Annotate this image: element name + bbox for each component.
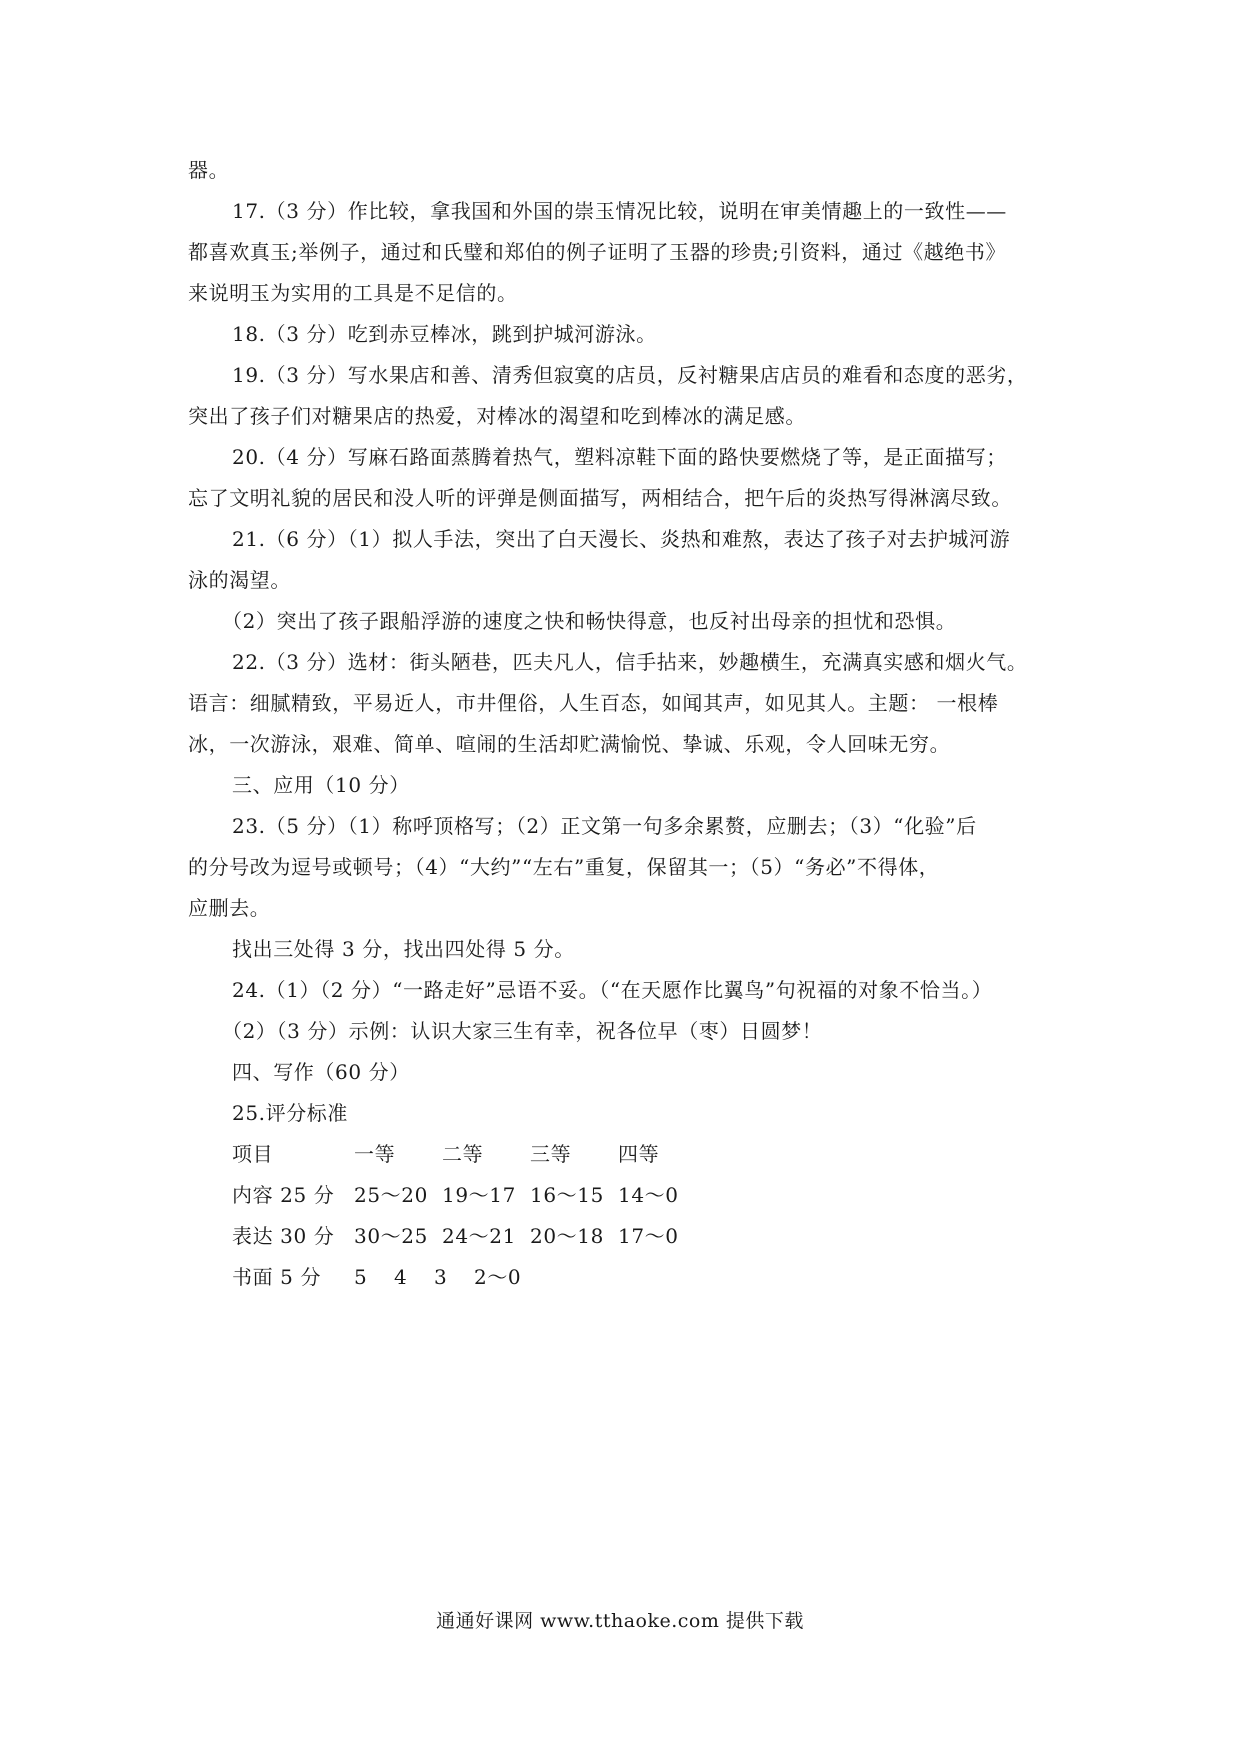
table-header-cell: 四等 xyxy=(618,1142,660,1166)
table-cell: 17～0 xyxy=(618,1224,679,1248)
text-line: 找出三处得 3 分，找出四处得 5 分。 xyxy=(232,937,575,961)
table-cell: 表达 30 分 xyxy=(232,1224,335,1248)
text-line: 四、写作（60 分） xyxy=(232,1060,410,1084)
text-line: 20.（4 分）写麻石路面蒸腾着热气，塑料凉鞋下面的路快要燃烧了等，是正面描写； xyxy=(232,445,1007,469)
answer-21 xyxy=(188,519,1060,601)
table-cell: 24～21 xyxy=(442,1224,516,1248)
text-line: 17.（3 分）作比较，拿我国和外国的崇玉情况比较，说明在审美情趣上的一致性—— xyxy=(232,199,1007,223)
text-line: 突出了孩子们对糖果店的热爱，对棒冰的渴望和吃到棒冰的满足感。 xyxy=(188,404,806,428)
text-line: 19.（3 分）写水果店和善、清秀但寂寞的店员，反衬糖果店店员的难看和态度的恶劣， xyxy=(232,363,1028,387)
table-row xyxy=(232,1175,1060,1216)
answer-key-body xyxy=(188,150,1060,1298)
table-cell: 内容 25 分 xyxy=(232,1183,335,1207)
table-row xyxy=(232,1216,1060,1257)
text-line: 泳的渴望。 xyxy=(188,568,291,592)
text-line: （2）（3 分）示例：认识大家三生有幸，祝各位早（枣）日圆梦！ xyxy=(222,1019,823,1043)
text-line: 应删去。 xyxy=(188,896,271,920)
text-line: 都喜欢真玉;举例子，通过和氏璧和郑伯的例子证明了玉器的珍贵;引资料，通过《越绝书》 xyxy=(188,240,1007,264)
section-heading-application xyxy=(188,765,1060,806)
answer-24-part-2 xyxy=(188,1011,1060,1052)
answer-22 xyxy=(188,642,1060,765)
answer-18 xyxy=(188,314,1060,355)
section-heading-writing xyxy=(188,1052,1060,1093)
table-header-cell: 项目 xyxy=(232,1142,274,1166)
table-cell: 3 xyxy=(434,1265,448,1289)
grading-table xyxy=(232,1134,1060,1298)
text-line: 24.（1）（2 分）“一路走好”忌语不妥。（“在天愿作比翼鸟”句祝福的对象不恰当。） xyxy=(232,978,993,1002)
table-row xyxy=(232,1257,1060,1298)
answer-21-part-2 xyxy=(188,601,1060,642)
table-cell: 20～18 xyxy=(530,1224,604,1248)
text-line: 三、应用（10 分） xyxy=(232,773,410,797)
answer-23 xyxy=(188,806,1060,929)
answer-23-scoring xyxy=(188,929,1060,970)
answer-24 xyxy=(188,970,1060,1011)
text-line: 25.评分标准 xyxy=(232,1101,349,1125)
table-cell: 2～0 xyxy=(474,1265,522,1289)
table-header-cell: 一等 xyxy=(354,1142,396,1166)
text-line: 来说明玉为实用的工具是不足信的。 xyxy=(188,281,518,305)
answer-20 xyxy=(188,437,1060,519)
table-cell: 14～0 xyxy=(618,1183,679,1207)
table-cell: 5 xyxy=(354,1265,368,1289)
text-line: 23.（5 分）（1）称呼顶格写；（2）正文第一句多余累赘，应删去；（3）“化验”后 xyxy=(232,814,977,838)
text-line: 的分号改为逗号或顿号；（4）“大约”“左右”重复，保留其一；（5）“务必”不得体， xyxy=(188,855,940,879)
text-line: 22.（3 分）选材：街头陋巷，匹夫凡人，信手拈来，妙趣横生，充满真实感和烟火气。 xyxy=(232,650,1028,674)
answer-25-title xyxy=(188,1093,1060,1134)
paragraph-fragment xyxy=(188,150,1060,191)
text-line: （2）突出了孩子跟船浮游的速度之快和畅快得意，也反衬出母亲的担忧和恐惧。 xyxy=(222,609,957,633)
table-header-cell: 三等 xyxy=(530,1142,572,1166)
text-line: 冰，一次游泳，艰难、简单、喧闹的生活却贮满愉悦、挚诚、乐观，令人回味无穷。 xyxy=(188,732,951,756)
table-cell: 25～20 xyxy=(354,1183,428,1207)
page-footer: 通通好课网 www.tthaoke.com 提供下载 xyxy=(436,1610,804,1632)
table-cell: 4 xyxy=(394,1265,408,1289)
table-cell: 书面 5 分 xyxy=(232,1265,322,1289)
text-line: 21.（6 分）（1）拟人手法，突出了白天漫长、炎热和难熬，表达了孩子对去护城河游 xyxy=(232,527,1011,551)
text-line: 器。 xyxy=(188,158,230,182)
table-header-cell: 二等 xyxy=(442,1142,484,1166)
text-line: 语言：细腻精致，平易近人，市井俚俗，人生百态，如闻其声，如见其人。主题： 一根棒 xyxy=(188,691,999,715)
answer-19 xyxy=(188,355,1060,437)
table-cell: 30～25 xyxy=(354,1224,428,1248)
answer-17 xyxy=(188,191,1060,314)
table-header-row xyxy=(232,1134,1060,1175)
table-cell: 19～17 xyxy=(442,1183,516,1207)
table-cell: 16～15 xyxy=(530,1183,604,1207)
text-line: 18.（3 分）吃到赤豆棒冰，跳到护城河游泳。 xyxy=(232,322,657,346)
text-line: 忘了文明礼貌的居民和没人听的评弹是侧面描写，两相结合，把午后的炎热写得淋漓尽致。 xyxy=(188,486,1012,510)
